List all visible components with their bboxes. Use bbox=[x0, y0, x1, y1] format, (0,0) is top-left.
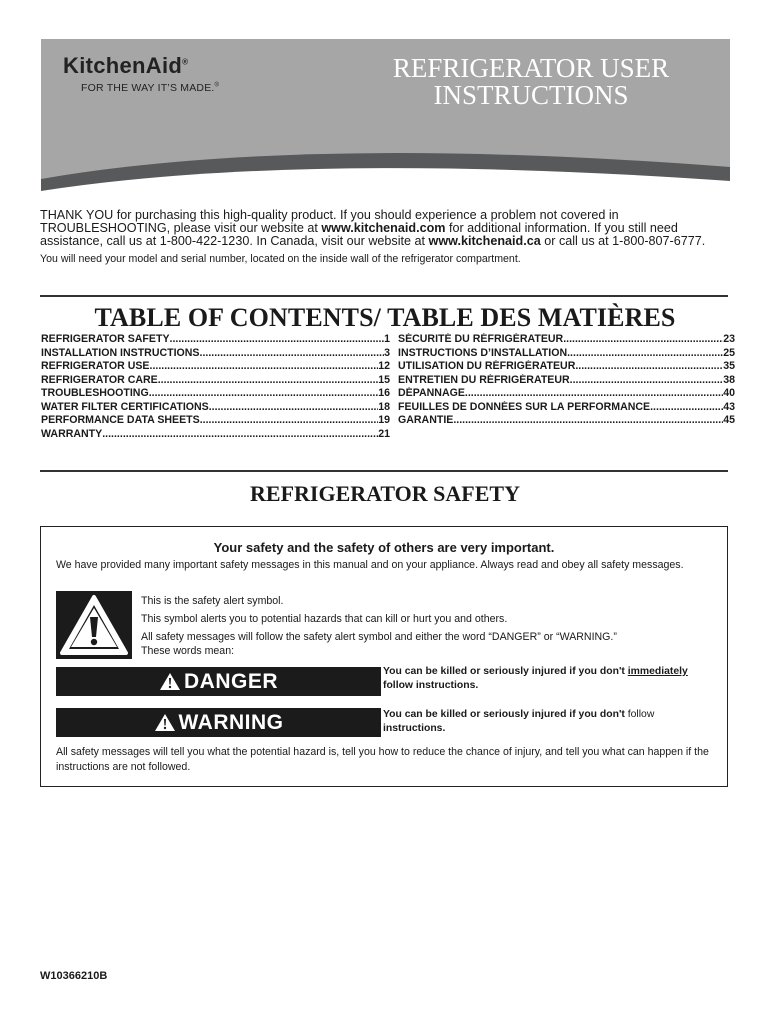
toc-entry-page: 15 bbox=[378, 373, 390, 386]
toc-entry-page: 3 bbox=[384, 346, 390, 359]
warning-alert-icon bbox=[154, 713, 176, 732]
toc-leader-dots bbox=[650, 401, 723, 415]
safety-box-intro: We have provided many important safety messages in this manual and on your appliance. Always read and obey all safety messages. bbox=[56, 559, 684, 571]
toc-leader-dots bbox=[570, 374, 724, 388]
toc-entry-page: 18 bbox=[378, 400, 390, 413]
danger-text-b: follow instructions. bbox=[383, 679, 479, 691]
toc-leader-dots bbox=[102, 428, 378, 442]
warning-triangle-icon bbox=[56, 591, 132, 659]
toc-entry[interactable] bbox=[398, 347, 735, 361]
website-us-link[interactable]: www.kitchenaid.com bbox=[321, 220, 446, 235]
toc-entry-label: ENTRETIEN DU RÉFRIGÉRATEUR bbox=[398, 373, 570, 386]
toc-entry-label: REFRIGERATOR CARE bbox=[41, 373, 158, 386]
toc-leader-dots bbox=[150, 360, 379, 374]
toc-entry-label: REFRIGERATOR SAFETY bbox=[41, 333, 170, 345]
toc-entry-label: GARANTIE bbox=[398, 414, 454, 426]
toc-column-english bbox=[41, 333, 390, 441]
toc-entry-page: 21 bbox=[378, 427, 390, 440]
danger-text-emphasis: immediately bbox=[627, 666, 688, 677]
safety-box-heading: Your safety and the safety of others are very important. bbox=[213, 540, 555, 555]
tagline-registered-mark: ® bbox=[214, 82, 220, 89]
brand-name: KitchenAid bbox=[63, 53, 183, 78]
intro-paragraph bbox=[40, 209, 730, 247]
warning-label: WARNING bbox=[178, 710, 284, 734]
alert-line-3: All safety messages will follow the safety alert symbol and either the word “DANGER” or “WARNING.” bbox=[141, 631, 617, 643]
toc-entry[interactable] bbox=[41, 360, 390, 374]
toc-leader-dots bbox=[170, 333, 385, 347]
header-banner bbox=[41, 39, 730, 191]
toc-entry[interactable] bbox=[41, 333, 390, 347]
safety-alert-icon bbox=[56, 591, 132, 659]
toc-entry-label: PERFORMANCE DATA SHEETS bbox=[41, 414, 200, 426]
document-title bbox=[341, 55, 721, 109]
toc-leader-dots bbox=[453, 414, 723, 428]
document-title-line-2: INSTRUCTIONS bbox=[433, 80, 629, 110]
brand-tagline bbox=[81, 82, 219, 94]
toc-entry[interactable] bbox=[398, 333, 735, 347]
toc-entry-page: 12 bbox=[378, 360, 390, 372]
toc-entry-label: FEUILLES DE DONNÉES SUR LA PERFORMANCE bbox=[398, 400, 651, 413]
warning-text-b: instructions. bbox=[383, 722, 446, 734]
section-divider-top bbox=[40, 295, 728, 297]
safety-box bbox=[40, 526, 728, 787]
warning-text-emphasis: follow bbox=[627, 709, 655, 720]
toc-entry-page: 40 bbox=[723, 387, 735, 399]
brand-logo bbox=[63, 53, 188, 79]
toc-entry[interactable] bbox=[398, 401, 735, 415]
brand-registered-mark: ® bbox=[182, 57, 189, 67]
danger-text-a: You can be killed or seriously injured if you don't bbox=[383, 666, 628, 677]
toc-leader-dots bbox=[567, 347, 723, 361]
model-serial-note: You will need your model and serial number, located on the inside wall of the refrigerator compartment. bbox=[40, 253, 521, 266]
toc-entry-label: DÉPANNAGE bbox=[398, 387, 465, 399]
document-title-line-1: REFRIGERATOR USER bbox=[392, 53, 670, 83]
toc-entry-page: 25 bbox=[723, 346, 735, 359]
warning-description bbox=[383, 708, 723, 735]
toc-entry-page: 23 bbox=[723, 333, 735, 345]
toc-entry[interactable] bbox=[41, 414, 390, 428]
toc-entry-page: 35 bbox=[723, 360, 735, 372]
section-divider-safety bbox=[40, 470, 728, 472]
intro-text-c: or call us at 1-800-807-6777. bbox=[540, 233, 706, 248]
toc-entry-label: SÉCURITÉ DU RÉFRIGÉRATEUR bbox=[398, 333, 564, 345]
toc-entry[interactable] bbox=[398, 387, 735, 401]
danger-label: DANGER bbox=[183, 669, 278, 693]
safety-section-title: REFRIGERATOR SAFETY bbox=[250, 481, 520, 506]
toc-leader-dots bbox=[200, 414, 378, 428]
toc-entry[interactable] bbox=[41, 387, 390, 401]
intro-text-b: for additional information. If you still need assistance, call us at 1-800-422-1230. In Canada, visit our website at bbox=[40, 220, 678, 248]
toc-leader-dots bbox=[575, 360, 723, 374]
toc-leader-dots bbox=[200, 347, 385, 361]
toc-entry[interactable] bbox=[41, 428, 390, 442]
toc-entry-page: 19 bbox=[378, 414, 390, 426]
toc-leader-dots bbox=[209, 401, 378, 415]
warning-text-a: You can be killed or seriously injured if you don't bbox=[383, 709, 628, 720]
toc-entry[interactable] bbox=[41, 347, 390, 361]
toc-entry-label: WATER FILTER CERTIFICATIONS bbox=[41, 400, 209, 413]
toc-leader-dots bbox=[158, 374, 378, 388]
toc-entry[interactable] bbox=[398, 360, 735, 374]
warning-signal-bar bbox=[56, 708, 381, 737]
toc-column-french bbox=[398, 333, 735, 428]
toc-entry-page: 45 bbox=[723, 414, 735, 426]
toc-entry-page: 43 bbox=[723, 400, 735, 413]
toc-entry-label: UTILISATION DU RÉFRIGÉRATEUR bbox=[398, 360, 576, 372]
safety-box-footer: All safety messages will tell you what the potential hazard is, tell you how to reduce the chance of injury, and tell you what can happen if the instructions are not followed. bbox=[56, 746, 709, 773]
document-number: W10366210B bbox=[40, 970, 108, 982]
toc-entry[interactable] bbox=[398, 414, 735, 428]
toc-entry-page: 16 bbox=[378, 387, 390, 399]
toc-entry-page: 38 bbox=[723, 373, 735, 386]
toc-title: TABLE OF CONTENTS/ TABLE DES MATIÈRES bbox=[94, 303, 676, 332]
toc-leader-dots bbox=[149, 387, 379, 401]
danger-alert-icon bbox=[159, 672, 181, 691]
toc-entry[interactable] bbox=[41, 401, 390, 415]
toc-entry-page: 1 bbox=[384, 333, 390, 345]
website-ca-link[interactable]: www.kitchenaid.ca bbox=[428, 233, 541, 248]
danger-signal-bar bbox=[56, 667, 381, 696]
toc-entry-label: REFRIGERATOR USE bbox=[41, 360, 150, 372]
toc-entry[interactable] bbox=[398, 374, 735, 388]
toc-leader-dots bbox=[563, 333, 723, 347]
alert-line-4: These words mean: bbox=[141, 645, 235, 657]
toc-entry-label: WARRANTY bbox=[41, 427, 103, 440]
brand-tagline-text: FOR THE WAY IT’S MADE. bbox=[81, 82, 215, 94]
alert-line-2: This symbol alerts you to potential hazards that can kill or hurt you and others. bbox=[141, 613, 508, 625]
toc-entry-label: INSTRUCTIONS D’INSTALLATION bbox=[398, 346, 568, 359]
toc-leader-dots bbox=[465, 387, 723, 401]
alert-line-1: This is the safety alert symbol. bbox=[141, 595, 284, 607]
intro-text-a: THANK YOU for purchasing this high-quality product. If you should experience a problem not covered in TROUBLESHOOTING, please visit our website at bbox=[40, 208, 619, 235]
intro-section bbox=[40, 209, 730, 266]
toc-entry-label: TROUBLESHOOTING bbox=[41, 387, 149, 399]
danger-description bbox=[383, 665, 723, 692]
toc-entry[interactable] bbox=[41, 374, 390, 388]
toc-entry-label: INSTALLATION INSTRUCTIONS bbox=[41, 346, 200, 359]
